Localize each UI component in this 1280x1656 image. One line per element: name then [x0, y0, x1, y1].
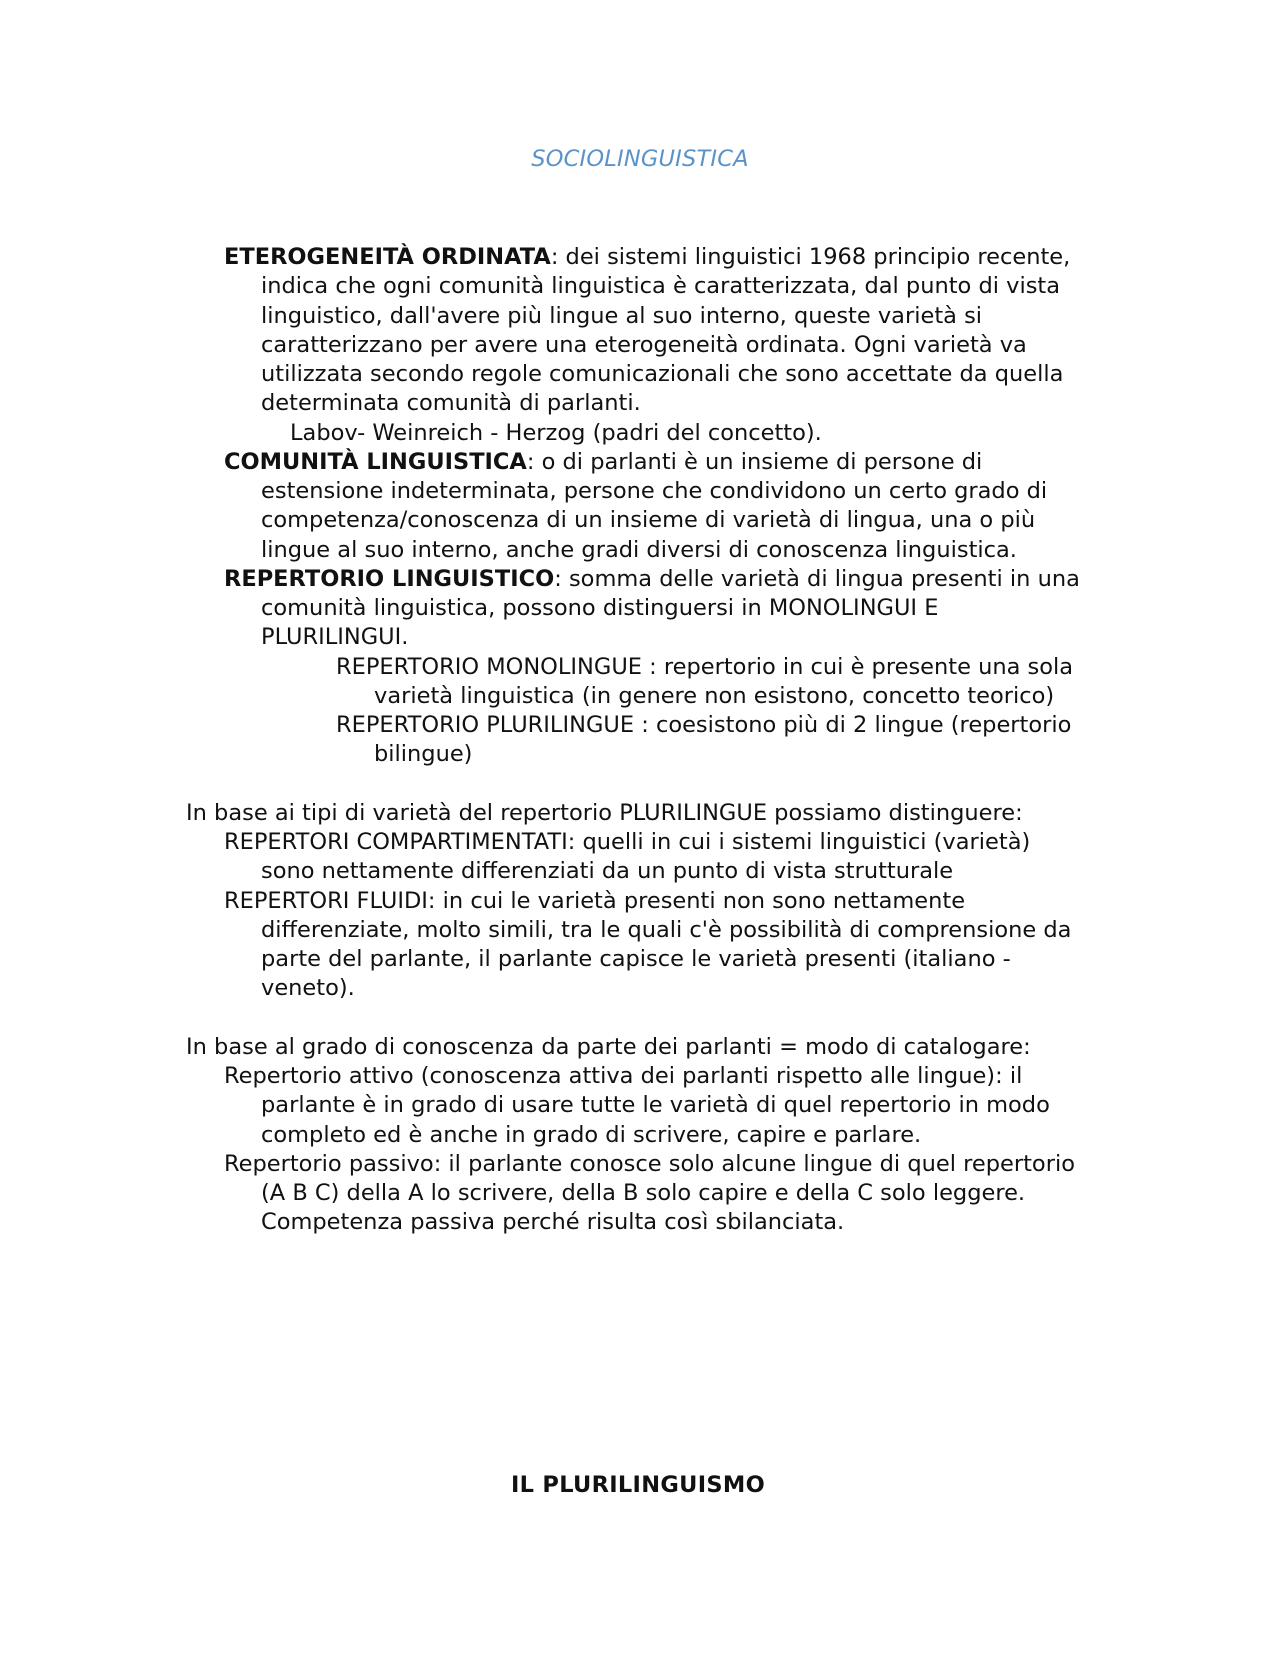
authors-note: Labov- Weinreich - Herzog (padri del concetto).	[290, 419, 822, 446]
section-intro: In base al grado di conoscenza da parte dei parlanti = modo di catalogare:	[186, 1033, 1031, 1060]
paragraph-spacer	[186, 770, 1086, 799]
list-item: Repertorio passivo: il parlante conosce solo alcune lingue di quel repertorio (A B C) della A lo scrivere, della B solo capire e della C solo leggere. Competenza passiva perché risulta così sbilanciata.	[224, 1150, 1075, 1236]
repertorio-type-item: REPERTORIO PLURILINGUE : coesistono più di 2 lingue (repertorio bilingue)	[336, 712, 1072, 768]
definition-text: : dei sistemi linguistici 1968 principio recente, indica che ogni comunità linguistica è caratterizzata, dal punto di vista linguistico, dall'avere più lingue al suo interno, queste varietà si caratterizzano per avere una eterogeneità ordinata. Ogni varietà va utilizzata secondo regole comunicazionali che sono accettate da quella determinata comunità di parlanti.	[261, 244, 1071, 417]
repertorio-type-item: REPERTORIO MONOLINGUE : repertorio in cui è presente una sola varietà linguistica (in genere non esistono, concetto teorico)	[336, 653, 1074, 709]
definition-term: REPERTORIO LINGUISTICO	[224, 565, 555, 592]
definition-term: ETEROGENEITÀ ORDINATA	[224, 244, 551, 270]
definition-item	[186, 448, 1086, 565]
definition-text: : somma delle varietà di lingua presenti in una comunità linguistica, possono distinguersi in MONOLINGUI E PLURILINGUI.	[261, 565, 1080, 651]
definition-item	[186, 565, 1086, 653]
definition-term: COMUNITÀ LINGUISTICA	[224, 448, 527, 475]
list-item: REPERTORI FLUIDI: in cui le varietà presenti non sono nettamente differenziate, molto simili, tra le quali c'è possibilità di comprensione da parte del parlante, il parlante capisce le varietà presenti (italiano - veneto).	[224, 887, 1072, 1002]
paragraph-spacer	[186, 1004, 1086, 1033]
definition-text: : o di parlanti è un insieme di persone di estensione indeterminata, persone che condividono un certo grado di competenza/conoscenza di un insieme di varietà di lingua, una o più lingue al suo interno, anche gradi diversi di conoscenza linguistica.	[261, 448, 1048, 563]
definition-item	[186, 243, 1086, 419]
section-intro: In base ai tipi di varietà del repertorio PLURILINGUE possiamo distinguere:	[186, 799, 1023, 826]
list-item: Repertorio attivo (conoscenza attiva dei parlanti rispetto alle lingue): il parlante è in grado di usare tutte le varietà di quel repertorio in modo completo ed è anche in grado di scrivere, capire e parlare.	[224, 1063, 1050, 1148]
document-body	[186, 243, 1086, 1238]
section-heading: IL PLURILINGUISMO	[510, 1472, 765, 1498]
document-title: SOCIOLINGUISTICA	[531, 146, 749, 172]
list-item: REPERTORI COMPARTIMENTATI: quelli in cui i sistemi linguistici (varietà) sono nettamente differenziati da un punto di vista strutturale	[224, 829, 1031, 885]
